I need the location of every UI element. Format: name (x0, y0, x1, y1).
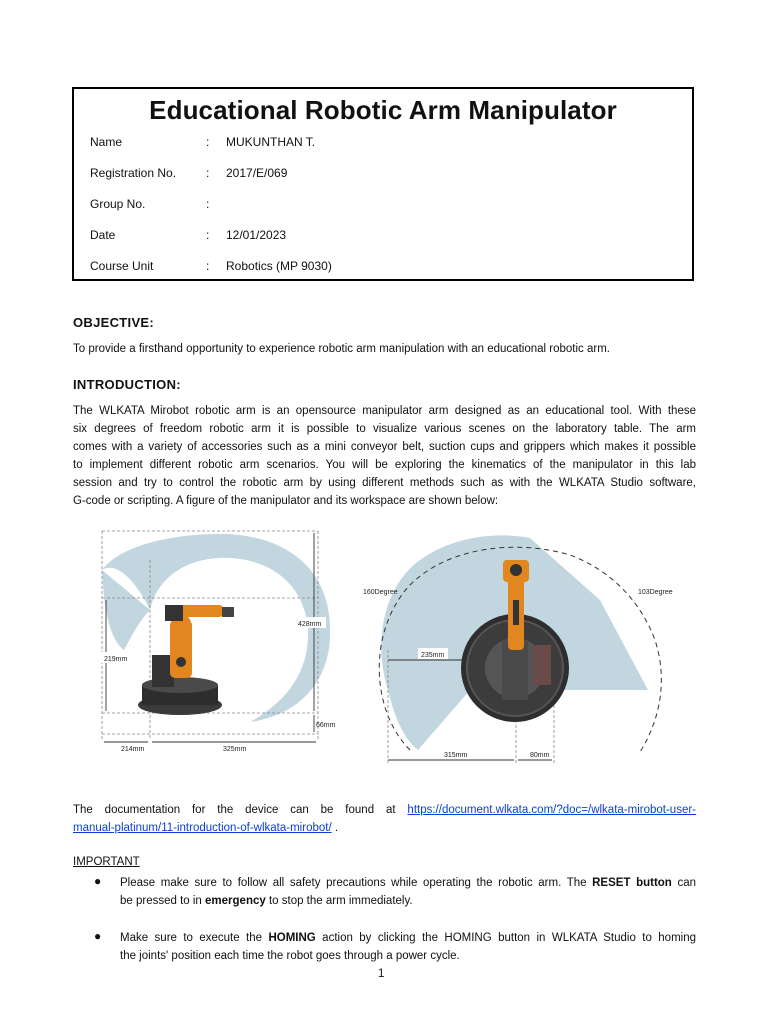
dim-214-label: 214mm (121, 746, 145, 753)
group-colon: : (206, 197, 210, 211)
homing-text-b: action by clicking the HOMING button in WLKATA Studio to homing (315, 932, 696, 944)
documentation-paragraph (73, 801, 696, 837)
introduction-line: The WLKATA Mirobot robotic arm is an opensource manipulator arm designed as an educational tool. With these (73, 405, 696, 417)
dim-80-label: 80mm (530, 752, 550, 759)
bullet-icon: ● (94, 874, 102, 888)
homing-line-1 (120, 929, 696, 947)
introduction-line: session and try to control the robotic arm by using different methods such as with the WLKATA Studio software, (73, 477, 696, 489)
documentation-prefix: The documentation for the device can be found at (73, 804, 408, 816)
reset-button-text: RESET button (592, 877, 672, 889)
introduction-paragraph (73, 402, 696, 510)
introduction-line: G-code or scripting. A figure of the manipulator and its workspace are shown below: (73, 495, 499, 507)
objective-line: To provide a firsthand opportunity to experience robotic arm manipulation with an educational robotic arm. (73, 343, 610, 355)
introduction-line: six degrees of freedom robotic arm it is possible to visualize various scenes on the laboratory table. The arm (73, 423, 696, 435)
page-number: 1 (378, 968, 385, 980)
name-label: Name (90, 135, 123, 149)
introduction-heading: INTRODUCTION: (73, 377, 181, 392)
documentation-line-1 (73, 801, 696, 819)
documentation-link-part-1[interactable]: https://document.wlkata.com/?doc=/wlkata-mirobot-user- (407, 804, 696, 816)
important-item-homing (120, 929, 696, 965)
reset-text-c: be pressed to in (120, 895, 206, 907)
objective-text (73, 340, 696, 358)
reset-text-b: can (671, 877, 696, 889)
workspace-figure (0, 520, 768, 790)
header-box (72, 87, 694, 281)
reset-line-2 (120, 892, 696, 910)
angle-160-label: 160Degree (363, 589, 398, 596)
reset-text-a: Please make sure to follow all safety precautions while operating the robotic arm. The (120, 877, 593, 889)
homing-line-2: the joints' position each time the robot goes through a power cycle. (120, 950, 460, 962)
introduction-line: to implement different robotic arm scenarios. You will be exploring the kinematics of the manipulator in this lab (73, 459, 696, 471)
date-label: Date (90, 228, 116, 242)
name-colon: : (206, 135, 210, 149)
homing-text-a: Make sure to execute the (120, 932, 269, 944)
side-view-diagram (101, 531, 336, 753)
name-value: MUKUNTHAN T. (226, 135, 316, 149)
dim-315-label: 315mm (444, 752, 468, 759)
top-view-diagram (363, 535, 673, 765)
date-value: 12/01/2023 (226, 228, 287, 242)
document-title: Educational Robotic Arm Manipulator (149, 95, 617, 125)
important-title: IMPORTANT (73, 856, 140, 868)
documentation-suffix: . (331, 822, 339, 834)
reset-line-1 (120, 874, 696, 892)
registration-label: Registration No. (90, 166, 177, 180)
registration-colon: : (206, 166, 210, 180)
registration-value: 2017/E/069 (226, 166, 288, 180)
course-value: Robotics (MP 9030) (226, 259, 332, 273)
course-label: Course Unit (90, 259, 154, 273)
introduction-line: comes with a variety of accessories such as a mini conveyor belt, suction cups and grippers which makes it possible (73, 441, 696, 453)
important-item-reset (120, 874, 696, 910)
dim-325-label: 325mm (223, 746, 247, 753)
dim-219-label: 219mm (104, 656, 128, 663)
angle-103-label: 103Degree (638, 589, 673, 596)
reset-text-d: to stop the arm immediately. (265, 895, 413, 907)
dim-235-label: 235mm (421, 652, 445, 659)
emergency-text: emergency (205, 895, 266, 907)
date-colon: : (206, 228, 210, 242)
documentation-line-2 (73, 819, 696, 837)
group-label: Group No. (90, 197, 146, 211)
bullet-icon: ● (94, 929, 102, 943)
homing-bold-text: HOMING (268, 932, 316, 944)
course-colon: : (206, 259, 210, 273)
dim-66-label: 66mm (316, 722, 336, 729)
objective-heading: OBJECTIVE: (73, 315, 155, 330)
documentation-link-part-2[interactable]: manual-platinum/11-introduction-of-wlkata-mirobot/ (73, 822, 332, 834)
dim-428-label: 428mm (298, 621, 322, 628)
side-robot-arm (138, 605, 234, 715)
